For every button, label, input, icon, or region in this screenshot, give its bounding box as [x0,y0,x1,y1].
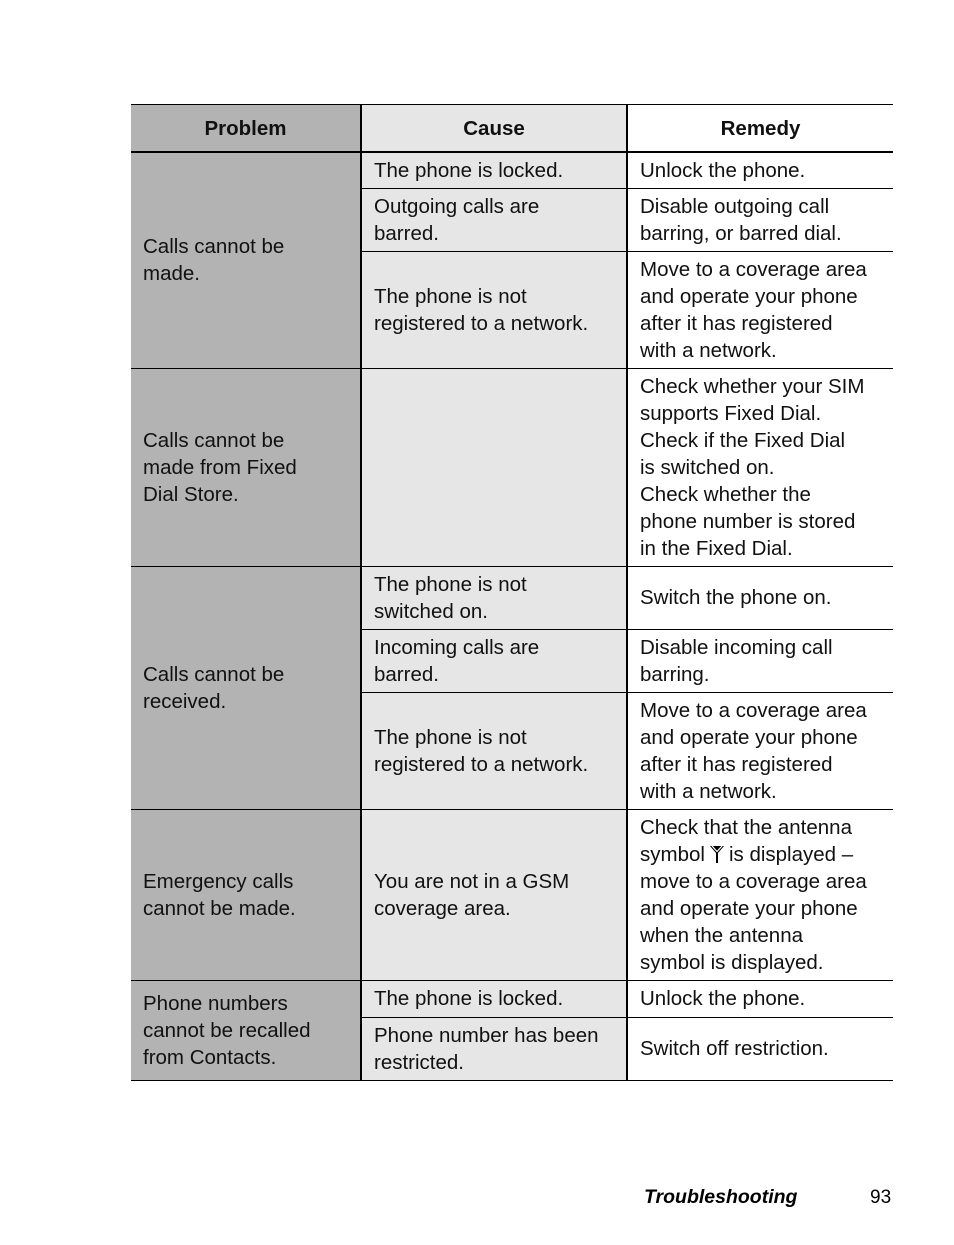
cause-cell: Outgoing calls are barred. [361,188,627,251]
footer-section-title: Troubleshooting [644,1186,798,1208]
remedy-cell: Switch off restriction. [627,1017,893,1080]
cause-cell: The phone is locked. [361,152,627,188]
cause-cell: You are not in a GSM coverage area. [361,809,627,980]
remedy-cell: Disable incoming call barring. [627,629,893,692]
antenna-icon [709,844,725,864]
remedy-cell: Move to a coverage area and operate your phone after it has registered with a network. [627,692,893,809]
remedy-cell: Move to a coverage area and operate your phone after it has registered with a network. [627,251,893,368]
header-problem: Problem [131,105,361,153]
remedy-cell: Unlock the phone. [627,152,893,188]
problem-cell: Calls cannot be made. [131,152,361,368]
table-row [131,809,893,980]
cause-cell: Phone number has been restricted. [361,1017,627,1080]
cause-cell [361,368,627,566]
table-row [131,566,893,629]
remedy-cell: Unlock the phone. [627,980,893,1017]
troubleshooting-table [131,104,893,1081]
page-number: 93 [870,1187,892,1208]
problem-cell: Calls cannot be made from Fixed Dial Store. [131,368,361,566]
header-cause: Cause [361,105,627,153]
remedy-cell: Switch the phone on. [627,566,893,629]
problem-cell: Phone numbers cannot be recalled from Contacts. [131,980,361,1080]
cause-cell: Incoming calls are barred. [361,629,627,692]
cause-cell: The phone is not registered to a network. [361,251,627,368]
remedy-cell: Check whether your SIM supports Fixed Dial. Check if the Fixed Dial is switched on. Check whether the phone number is stored in the Fixed Dial. [627,368,893,566]
table-row [131,152,893,188]
table-row [131,980,893,1017]
header-remedy: Remedy [627,105,893,153]
remedy-cell: Disable outgoing call barring, or barred dial. [627,188,893,251]
cause-cell: The phone is locked. [361,980,627,1017]
table-row [131,368,893,566]
remedy-cell: Check that the antenna symbol is displayed – move to a coverage area and operate your phone when the antenna symbol is displayed. [627,809,893,980]
problem-cell: Emergency calls cannot be made. [131,809,361,980]
problem-cell: Calls cannot be received. [131,566,361,809]
cause-cell: The phone is not switched on. [361,566,627,629]
header-row [131,105,893,153]
cause-cell: The phone is not registered to a network. [361,692,627,809]
